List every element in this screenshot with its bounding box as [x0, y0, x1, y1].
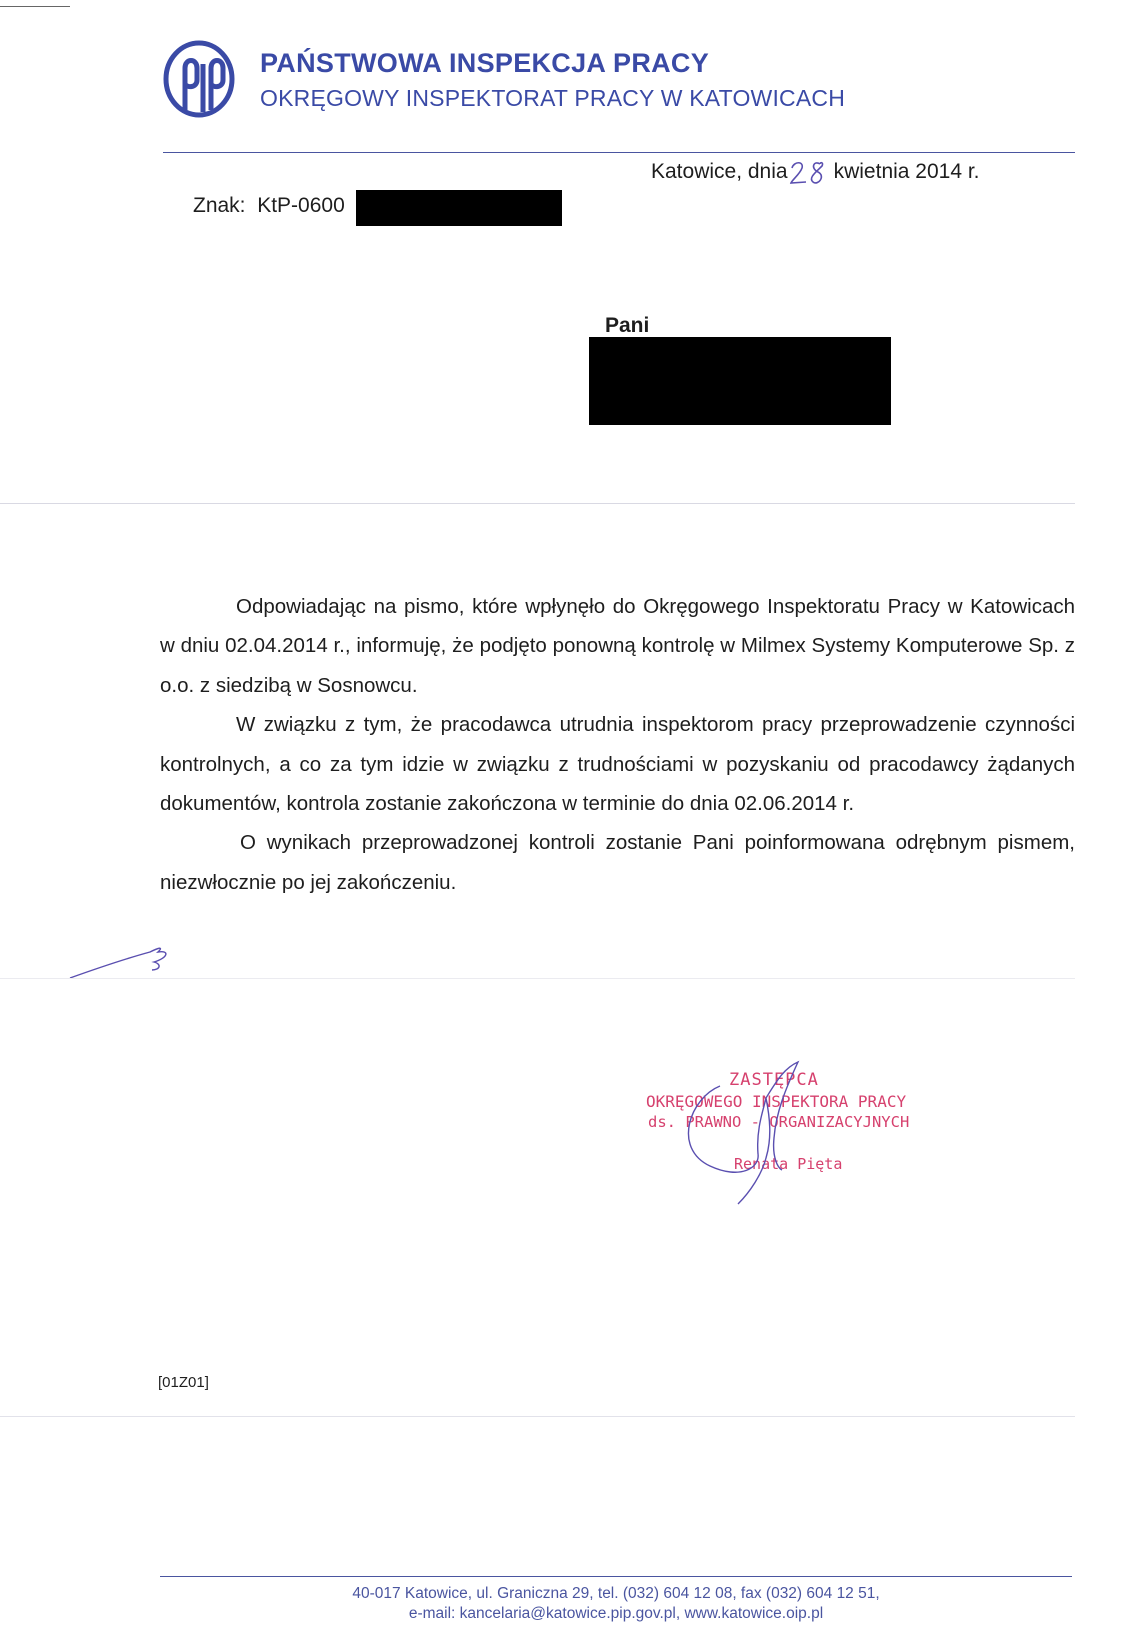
fold-line — [0, 503, 1075, 504]
fold-line — [0, 1416, 1075, 1417]
redaction-block — [589, 337, 891, 425]
handwritten-day — [788, 158, 834, 186]
reference-label: Znak: — [193, 194, 246, 217]
header-divider — [163, 152, 1075, 153]
org-subname: OKRĘGOWY INSPEKTORAT PRACY W KATOWICACH — [260, 85, 846, 111]
org-name: PAŃSTWOWA INSPEKCJA PRACY — [260, 48, 710, 78]
footer-contact: e-mail: kancelaria@katowice.pip.gov.pl, www.katowice.oip.pl — [408, 1605, 824, 1622]
signature — [680, 1058, 870, 1208]
fold-line — [0, 978, 1075, 979]
footer-address: 40-017 Katowice, ul. Graniczna 29, tel. (032) 604 12 08, fax (032) 604 12 51, — [352, 1585, 880, 1602]
paragraph: O wynikach przeprowadzonej kontroli zostanie Pani poinformowana odrębnym pismem, niezwłocznie po jej zakończeniu. — [160, 831, 1075, 894]
stamp-department: ds. PRAWNO - ORGANIZACYJNYCH — [648, 1113, 910, 1131]
paragraph: W związku z tym, że pracodawca utrudnia inspektorom pracy przeprowadzenie czynności kontrolnych, a co za tym idzie w związku z trudnościami w pozyskaniu od pracodawcy żądanych dokumentów, kontrola zostanie zakończona w terminie do dnia 02.06.2014 r. — [160, 713, 1075, 816]
recipient-salutation: Pani — [605, 314, 650, 337]
date-line — [651, 158, 980, 186]
redaction-block — [356, 190, 562, 226]
reference-line — [193, 194, 345, 218]
document-code: [01Z01] — [158, 1374, 209, 1391]
stamp-title: ZASTĘPCA — [729, 1070, 819, 1090]
date-prefix: Katowice, dnia — [651, 160, 788, 183]
letter-body — [160, 587, 1075, 902]
pip-logo-icon — [163, 40, 235, 118]
margin-scratch — [0, 6, 70, 7]
date-suffix: kwietnia 2014 r. — [833, 160, 980, 183]
reference-value: KtP-0600 — [257, 194, 345, 217]
stamp-office: OKRĘGOWEGO INSPEKTORA PRACY — [646, 1092, 907, 1111]
stamp-name: Renata Pięta — [734, 1155, 843, 1173]
paragraph: Odpowiadając na pismo, które wpłynęło do Okręgowego Inspektoratu Pracy w Katowicach w dniu 02.04.2014 r., informuję, że podjęto ponowną kontrolę w Milmex Systemy Komputerowe Sp. z o.o. z siedzibą w Sosnowcu. — [160, 595, 1075, 697]
footer-divider — [160, 1576, 1072, 1577]
initials-scribble — [68, 938, 178, 980]
